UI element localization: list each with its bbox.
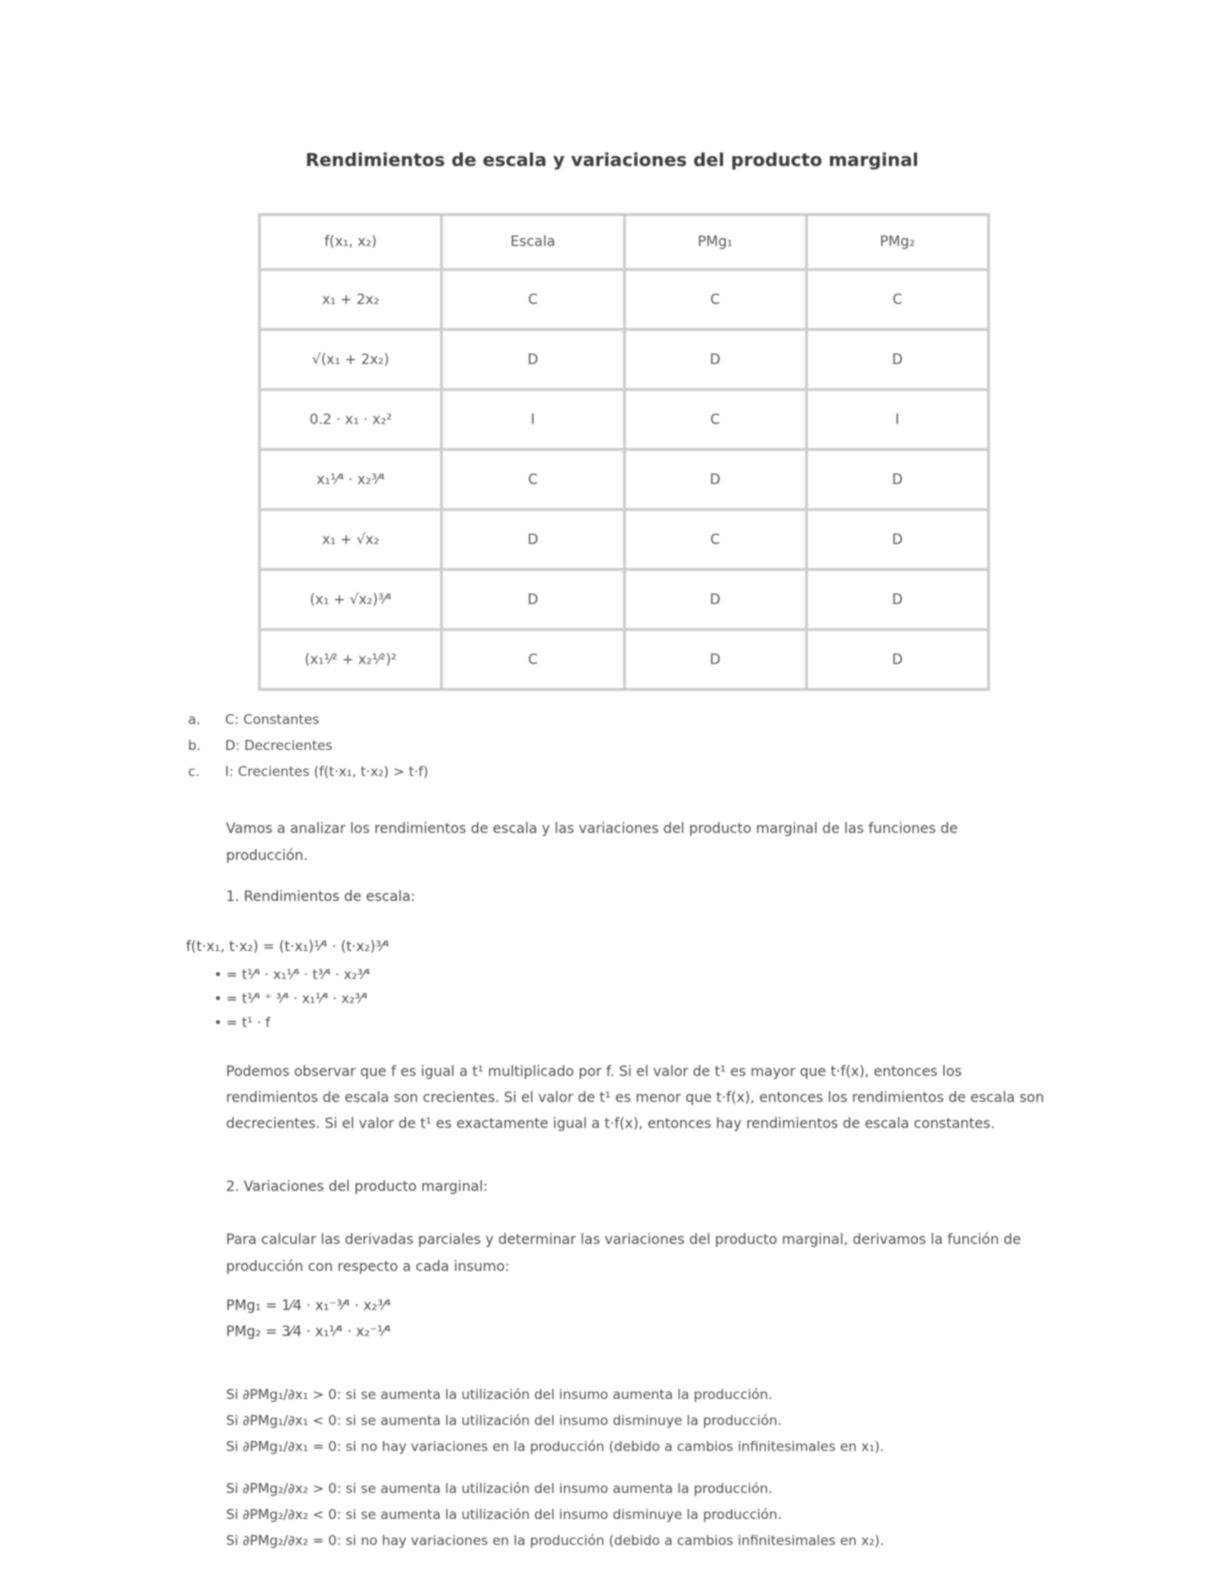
cell-pmg2: D [806, 630, 988, 690]
cell-escala: D [442, 570, 624, 630]
marginal-product-intro: Para calcular las derivadas parciales y determinar las variaciones del producto marginal, derivamos la función de producción con respecto a cada insumo: [226, 1232, 1022, 1275]
scale-analysis-paragraph: Podemos observar que f es igual a t¹ multiplicado por f. Si el valor de t¹ es mayor que t·f(x), entonces los rendimientos de escala son crecientes. Si el valor de t¹ es menor que t·f(x), entonces los rendimientos de escala son decrecientes. Si el valor de t¹ es exactamente igual a t·f(x), entonces hay rendimientos de escala constantes. [226, 1064, 1045, 1132]
cell-function: (x₁¹⁄² + x₂¹⁄²)² [260, 630, 442, 690]
cell-pmg1: D [624, 630, 806, 690]
table-row [260, 630, 989, 690]
section1-heading: 1. Rendimientos de escala: [226, 889, 416, 905]
legend-item [188, 707, 428, 733]
legend-marker: c. [188, 764, 200, 780]
cell-pmg1: C [624, 390, 806, 450]
cell-function: √(x₁ + 2x₂) [260, 330, 442, 390]
legend-marker: b. [188, 738, 201, 754]
legend-list [188, 707, 428, 785]
table-header-row [260, 215, 989, 270]
header-pmg1: PMg₁ [624, 215, 806, 270]
intro-paragraph: Vamos a analizar los rendimientos de escala y las variaciones del producto marginal de las funciones de producción. [226, 821, 958, 864]
production-functions-table [258, 213, 990, 691]
legend-text: D: Decrecientes [225, 738, 333, 754]
cell-function: x₁ + √x₂ [260, 510, 442, 570]
condition-line: Si ∂PMg₂/∂x₂ > 0: si se aumenta la utilización del insumo aumenta la producción. [226, 1481, 773, 1497]
cell-pmg1: D [624, 330, 806, 390]
table-row [260, 450, 989, 510]
cell-pmg2: D [806, 570, 988, 630]
cell-escala: C [442, 630, 624, 690]
conditions-input2 [226, 1476, 1086, 1554]
cell-escala: I [442, 390, 624, 450]
cell-escala: C [442, 270, 624, 330]
cell-escala: C [442, 450, 624, 510]
cell-pmg1: C [624, 510, 806, 570]
derivation-step: • = t¹⁄⁴ · x₁¹⁄⁴ · t³⁄⁴ · x₂³⁄⁴ [214, 967, 371, 983]
cell-escala: D [442, 510, 624, 570]
condition-line: Si ∂PMg₁/∂x₁ = 0: si no hay variaciones en la producción (debido a cambios infinitesimales en x₁). [226, 1439, 885, 1455]
cell-pmg2: D [806, 510, 988, 570]
cell-function: x₁¹⁄⁴ · x₂³⁄⁴ [260, 450, 442, 510]
marginal-product-formulas [226, 1293, 391, 1345]
legend-item [188, 733, 428, 759]
condition-line: Si ∂PMg₁/∂x₁ > 0: si se aumenta la utilización del insumo aumenta la producción. [226, 1387, 773, 1403]
cell-pmg2: D [806, 330, 988, 390]
header-escala: Escala [442, 215, 624, 270]
legend-item [188, 759, 428, 785]
legend-text: I: Crecientes (f(t·x₁, t·x₂) > t·f) [225, 764, 429, 780]
section2-heading: 2. Variaciones del producto marginal: [226, 1179, 488, 1195]
pmg-formula: PMg₁ = 1⁄4 · x₁⁻³⁄⁴ · x₂³⁄⁴ [226, 1298, 391, 1314]
cell-function: x₁ + 2x₂ [260, 270, 442, 330]
table-row [260, 570, 989, 630]
legend-marker: a. [188, 712, 201, 728]
table-row [260, 390, 989, 450]
table-row [260, 270, 989, 330]
derivation-step: • = t¹⁄⁴ ⁺ ³⁄⁴ · x₁¹⁄⁴ · x₂³⁄⁴ [214, 991, 368, 1007]
pmg-formula: PMg₂ = 3⁄4 · x₁¹⁄⁴ · x₂⁻¹⁄⁴ [226, 1324, 391, 1340]
table-row [260, 510, 989, 570]
scale-formula: f(t·x₁, t·x₂) = (t·x₁)¹⁄⁴ · (t·x₂)³⁄⁴ [186, 939, 390, 955]
derivation-step: • = t¹ · f [214, 1015, 271, 1031]
header-function: f(x₁, x₂) [260, 215, 442, 270]
legend-text: C: Constantes [225, 712, 320, 728]
cell-pmg1: D [624, 570, 806, 630]
cell-escala: D [442, 330, 624, 390]
conditions-input1 [226, 1382, 1086, 1460]
page-title: Rendimientos de escala y variaciones del producto marginal [305, 150, 919, 171]
condition-line: Si ∂PMg₁/∂x₁ < 0: si se aumenta la utilización del insumo disminuye la producción. [226, 1413, 782, 1429]
cell-pmg2: C [806, 270, 988, 330]
cell-function: (x₁ + √x₂)³⁄⁴ [260, 570, 442, 630]
cell-function: 0.2 · x₁ · x₂² [260, 390, 442, 450]
cell-pmg1: C [624, 270, 806, 330]
scale-derivation-steps [214, 963, 370, 1035]
cell-pmg1: D [624, 450, 806, 510]
header-pmg2: PMg₂ [806, 215, 988, 270]
condition-line: Si ∂PMg₂/∂x₂ = 0: si no hay variaciones en la producción (debido a cambios infinitesimales en x₂). [226, 1533, 885, 1549]
cell-pmg2: D [806, 450, 988, 510]
table-row [260, 330, 989, 390]
cell-pmg2: I [806, 390, 988, 450]
condition-line: Si ∂PMg₂/∂x₂ < 0: si se aumenta la utilización del insumo disminuye la producción. [226, 1507, 782, 1523]
